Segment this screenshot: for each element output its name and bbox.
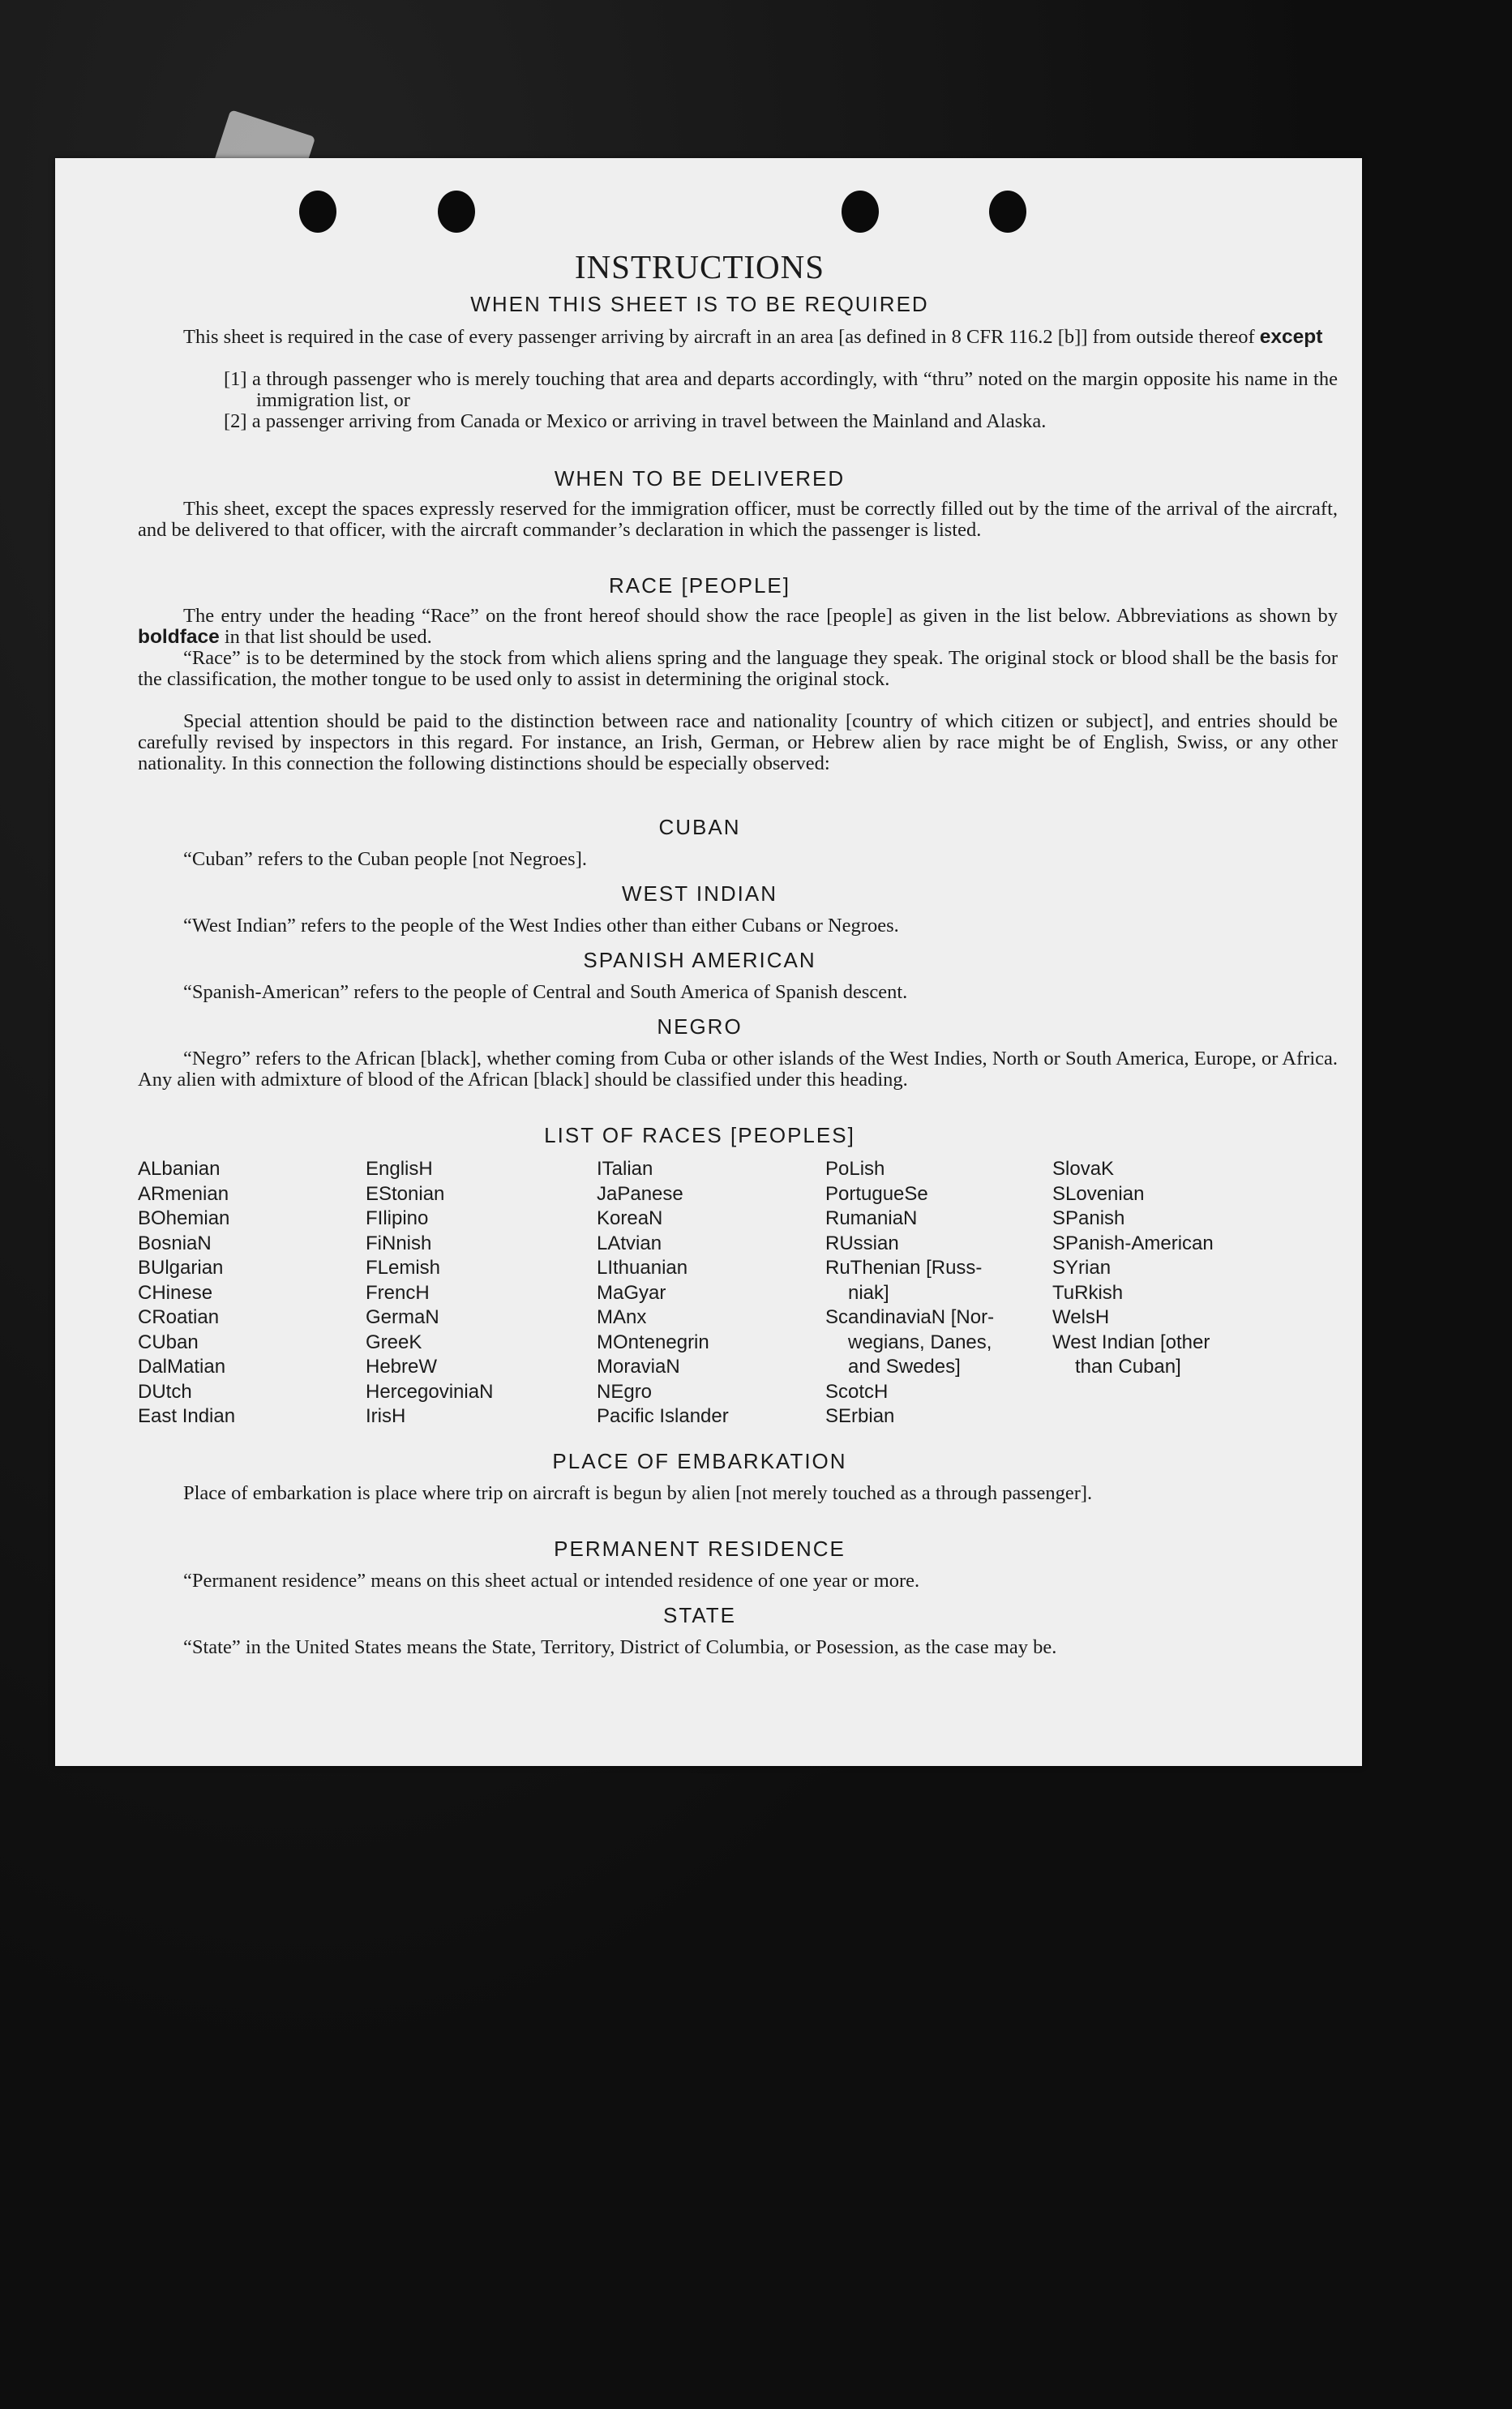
race-list-item: BosniaN (138, 1232, 212, 1254)
punch-hole (989, 191, 1026, 233)
race-p1-text-b: in that list should be used. (224, 626, 432, 648)
race-list-item: PortugueSe (825, 1182, 928, 1205)
section-heading-embarkation: PLACE OF EMBARKATION (552, 1449, 847, 1473)
required-item-1 (224, 369, 1338, 411)
section-heading-residence: PERMANENT RESIDENCE (554, 1537, 846, 1561)
race-paragraph-2: “Race” is to be determined by the stock from which aliens spring and the language they speak. The original stock or blood shall be the basis for the classification, the mother tongue to be used only to assist in determining the original stock. (138, 647, 1338, 690)
race-list-item: KoreaN (597, 1207, 663, 1229)
race-list-item: SLovenian (1052, 1182, 1145, 1205)
race-list-item: DalMatian (138, 1356, 226, 1378)
race-list-item: RUssian (825, 1232, 899, 1254)
race-paragraph-1 (138, 606, 1338, 648)
race-list-item: MOntenegrin (597, 1331, 709, 1353)
race-list-item: BUlgarian (138, 1257, 224, 1279)
race-list-item: CRoatian (138, 1306, 220, 1328)
race-list-item: GermaN (366, 1306, 439, 1328)
race-list-item: CUban (138, 1331, 199, 1353)
required-intro (138, 327, 1338, 348)
race-list-item: NEgro (597, 1380, 653, 1403)
section-heading-negro: NEGRO (657, 1014, 743, 1039)
required-intro-bold: except (1259, 326, 1323, 348)
spanish-american-text: “Spanish-American” refers to the people of Central and South America of Spanish descent. (183, 981, 908, 1003)
race-list-item: HercegoviniaN (366, 1380, 494, 1403)
race-list-item: ALbanian (138, 1158, 221, 1180)
section-heading-race: RACE [PEOPLE] (609, 573, 790, 598)
section-heading-spanish-american: SPANISH AMERICAN (583, 948, 816, 972)
punch-hole (842, 191, 879, 233)
punch-hole (299, 191, 336, 233)
race-list-item: EnglisH (366, 1158, 433, 1180)
race-list-item: than Cuban] (1075, 1356, 1181, 1378)
race-list-item: MAnx (597, 1306, 647, 1328)
race-list-column-5 (1052, 1157, 1214, 1380)
race-list-item: TuRkish (1052, 1281, 1124, 1304)
race-list-item: niak] (848, 1281, 889, 1304)
race-list-item: ScotcH (825, 1380, 889, 1403)
race-list-item: SPanish-American (1052, 1232, 1214, 1254)
race-list-item: FLemish (366, 1257, 441, 1279)
race-list-item: SPanish (1052, 1207, 1125, 1229)
race-list-item: RumaniaN (825, 1207, 918, 1229)
section-heading-delivered: WHEN TO BE DELIVERED (554, 466, 846, 491)
race-list-column-4 (825, 1157, 994, 1430)
race-list-item: CHinese (138, 1281, 213, 1304)
negro-text: “Negro” refers to the African [black], whether coming from Cuba or other islands of the West Indies, North or South America, Europe, or Africa. Any alien with admixture of blood of the African [black] should be classified under this heading. (138, 1048, 1338, 1091)
delivered-text: This sheet, except the spaces expressly reserved for the immigration officer, must be correctly filled out by the time of the arrival of the aircraft, and be delivered to that officer, with the aircraft commander’s declaration in which the passenger is listed. (138, 498, 1338, 541)
residence-text: “Permanent residence” means on this sheet actual or intended residence of one year or more. (183, 1570, 920, 1592)
section-heading-list: LIST OF RACES [PEOPLES] (544, 1123, 855, 1147)
race-list-item: DUtch (138, 1380, 192, 1403)
cuban-text: “Cuban” refers to the Cuban people [not Negroes]. (183, 848, 587, 870)
race-list-item: LIthuanian (597, 1257, 688, 1279)
race-list-item: EStonian (366, 1182, 445, 1205)
section-heading-cuban: CUBAN (658, 815, 741, 839)
race-list-item: HebreW (366, 1356, 438, 1378)
race-list-column-1 (138, 1157, 235, 1430)
race-list-item: wegians, Danes, (848, 1331, 992, 1353)
required-item-2 (224, 411, 1338, 432)
required-item-2-text: [2] a passenger arriving from Canada or Mexico or arriving in travel between the Mainland and Alaska. (224, 410, 1047, 432)
west-indian-text: “West Indian” refers to the people of the West Indies other than either Cubans or Negroes. (183, 915, 899, 937)
punch-hole (438, 191, 475, 233)
race-list-item: and Swedes] (848, 1356, 961, 1378)
race-list-item: IrisH (366, 1405, 406, 1427)
page-title: INSTRUCTIONS (574, 248, 825, 285)
section-heading-required: WHEN THIS SHEET IS TO BE REQUIRED (470, 292, 929, 316)
race-list-item: ARmenian (138, 1182, 229, 1205)
race-list-item: JaPanese (597, 1182, 683, 1205)
race-p1-bold: boldface (138, 626, 220, 648)
race-p1-text-a: The entry under the heading “Race” on the front hereof should show the race [people] as given in the list below. Abbreviations as shown by (183, 605, 1338, 627)
required-item-1-text: [1] a through passenger who is merely touching that area and departs accordingly, with “thru” noted on the margin opposite his name in the immigration list, or (224, 368, 1338, 411)
race-list-item: WelsH (1052, 1306, 1110, 1328)
race-list-item: Pacific Islander (597, 1405, 729, 1427)
race-list-item: FiNnish (366, 1232, 432, 1254)
race-list-item: SlovaK (1052, 1158, 1115, 1180)
race-paragraph-3: Special attention should be paid to the distinction between race and nationality [country of which citizen or subject], and entries should be carefully revised by inspectors in this regard. For instance, an Irish, German, or Hebrew alien by race might be of English, Swiss, or any other nationality. In this connection the following distinctions should be especially observed: (138, 710, 1338, 774)
race-list-column-2 (366, 1157, 493, 1430)
section-heading-west-indian: WEST INDIAN (622, 881, 777, 906)
race-list-item: ScandinaviaN [Nor- (825, 1306, 995, 1328)
race-list-column-3 (597, 1157, 729, 1430)
race-list-item: SYrian (1052, 1257, 1112, 1279)
race-list-item: RuThenian [Russ- (825, 1257, 983, 1279)
race-list-item: FIlipino (366, 1207, 429, 1229)
section-heading-state: STATE (663, 1603, 736, 1627)
race-list-item: SErbian (825, 1405, 895, 1427)
race-list-item: FrencH (366, 1281, 430, 1304)
embarkation-text: Place of embarkation is place where trip on aircraft is begun by alien [not merely touched as a through passenger]. (183, 1482, 1093, 1504)
race-list-item: MoraviaN (597, 1356, 680, 1378)
race-list-item: West Indian [other (1052, 1331, 1210, 1353)
race-list-item: BOhemian (138, 1207, 230, 1229)
race-list-item: GreeK (366, 1331, 422, 1353)
race-list-item: PoLish (825, 1158, 885, 1180)
required-intro-text: This sheet is required in the case of every passenger arriving by aircraft in an area [as defined in 8 CFR 116.2 [b]] from outside thereof (183, 326, 1255, 348)
race-list-item: East Indian (138, 1405, 236, 1427)
race-list-item: MaGyar (597, 1281, 666, 1304)
race-list-item: LAtvian (597, 1232, 662, 1254)
state-text: “State” in the United States means the State, Territory, District of Columbia, or Posession, as the case may be. (183, 1636, 1057, 1658)
race-list-item: ITalian (597, 1158, 653, 1180)
instruction-sheet (55, 158, 1362, 1766)
